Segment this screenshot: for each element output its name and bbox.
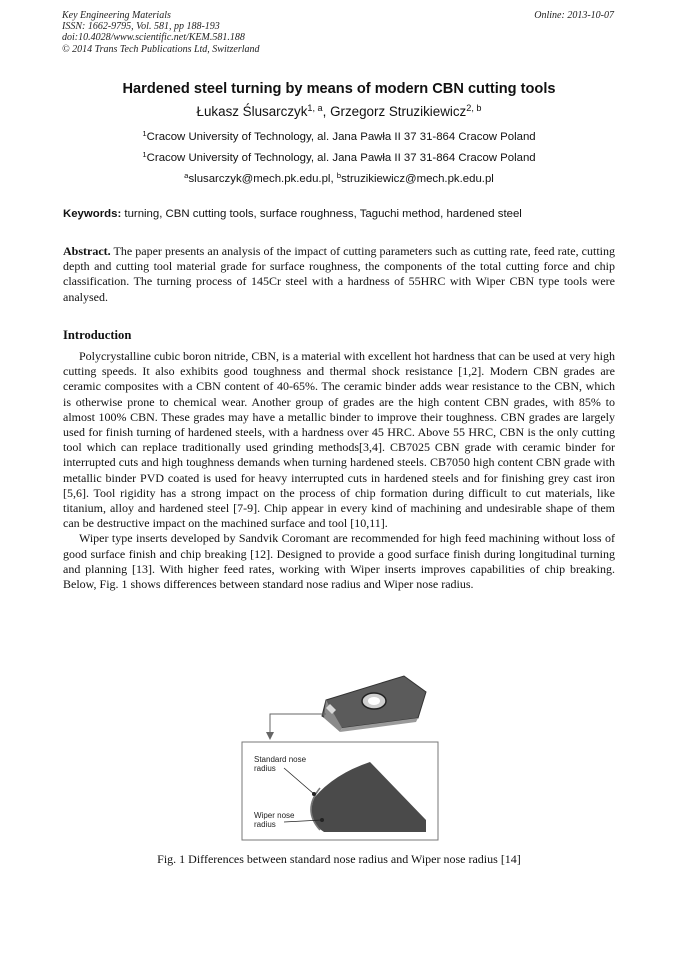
affiliation-superscript: 1 xyxy=(142,128,147,138)
keywords xyxy=(63,208,623,220)
affiliation xyxy=(40,128,638,143)
introduction-body xyxy=(63,349,615,592)
standard-nose-label: Standard nose xyxy=(254,755,307,764)
author-emails xyxy=(40,170,638,185)
standard-nose-label: radius xyxy=(254,764,276,773)
nose-radius-illustration xyxy=(230,670,450,842)
doi-line: doi:10.4028/www.scientific.net/KEM.581.188 xyxy=(62,32,245,44)
copyright-line: © 2014 Trans Tech Publications Ltd, Switzerland xyxy=(62,43,260,55)
email-superscript: b xyxy=(336,170,342,180)
wiper-nose-label: Wiper nose xyxy=(254,811,295,820)
cbn-insert-image xyxy=(322,676,426,732)
figure-caption: Fig. 1 Differences between standard nose radius and Wiper nose radius [14] xyxy=(157,852,521,866)
keywords-label: Keywords: xyxy=(63,208,122,220)
affiliation-text: Cracow University of Technology, al. Jana Pawła II 37 31-864 Cracow Poland xyxy=(146,131,536,143)
affiliation-superscript: 1 xyxy=(142,149,147,159)
keywords-text: turning, CBN cutting tools, surface roughness, Taguchi method, hardened steel xyxy=(121,208,522,220)
author-superscript: 2, b xyxy=(466,103,482,113)
figure-1 xyxy=(230,670,450,842)
leader-arrow xyxy=(266,714,326,740)
section-heading: Introduction xyxy=(63,328,132,342)
email-link[interactable]: struzikiewicz@mech.pk.edu.pl xyxy=(341,173,494,185)
pointer-dot xyxy=(312,792,316,796)
issn-line: ISSN: 1662-9795, Vol. 581, pp 188-193 xyxy=(62,21,220,33)
paper-title: Hardened steel turning by means of modern CBN cutting tools xyxy=(122,81,556,97)
online-date: Online: 2013-10-07 xyxy=(534,10,614,21)
author-name: Grzegorz Struzikiewicz xyxy=(330,104,467,119)
wiper-nose-label: radius xyxy=(254,820,276,829)
paragraph: Wiper type inserts developed by Sandvik Coromant are recommended for high feed machining without loss of good surface finish and chip breaking [12]. Designed to provide a good surface finish during longitudinal turning and planning [13]. With higher feed rates, working with Wiper inserts improves capabilities of chip breaking. Below, Fig. 1 shows differences between standard nose radius and Wiper nose radius. xyxy=(63,531,615,592)
email-link[interactable]: slusarczyk@mech.pk.edu.pl, xyxy=(188,173,337,185)
author-name: Łukasz Ślusarczyk xyxy=(196,104,308,119)
paragraph: Polycrystalline cubic boron nitride, CBN, is a material with excellent hot hardness that can be used at very high cutting speeds. It also exhibits good toughness and thermal shock resistance [1,2]. Modern CBN grades are ceramic composites with a CBN content of 40-65%. The ceramic binder adds wear resistance to the CBN, which is otherwise prone to chemical wear. Another group of grades are the high content CBN grades, with 85% to almost 100% CBN. These grades may have a metallic binder to improve their toughness. CBN grades are largely used for finish turning of hardened steels, with a hardness over 45 HRC. Above 55 HRC, CBN is the only cutting tool which can replace traditionally used grinding methods[3,4]. CB7025 CBN grade with ceramic binder for interrupted cuts and high toughness demands when turning hardened steels. CB7050 high content CBN grade with metallic binder PVD coated is used for heavy interrupted cuts in hardened steels and for finishing grey cast iron [5,6]. Tool rigidity has a strong impact on the process of chip formation during difficult to cut materials, like titanium, alloy and hardened steel [7-9]. Chip appear in every kind of machining and undesirable shape of them can be destructive impact on the machined surface and tool [10,11]. xyxy=(63,349,615,531)
email-superscript: a xyxy=(184,170,189,180)
abstract-label: Abstract. xyxy=(63,244,111,258)
abstract xyxy=(63,244,615,305)
author-separator: , xyxy=(322,104,331,119)
affiliation xyxy=(40,149,638,164)
author-list xyxy=(40,104,638,119)
affiliation-text: Cracow University of Technology, al. Jana Pawła II 37 31-864 Cracow Poland xyxy=(146,152,536,164)
journal-header xyxy=(62,10,260,55)
abstract-text: The paper presents an analysis of the impact of cutting parameters such as cutting rate, feed rate, cutting depth and cutting tool material grade for surface roughness, the components of the total cutting force and chip classification. The turning process of 145Cr steel with a hardness of 55HRC with Wiper CBN type tools were analysed. xyxy=(63,244,615,304)
journal-name: Key Engineering Materials xyxy=(62,10,171,21)
author-superscript: 1, a xyxy=(307,103,323,113)
pointer-dot xyxy=(320,818,324,822)
